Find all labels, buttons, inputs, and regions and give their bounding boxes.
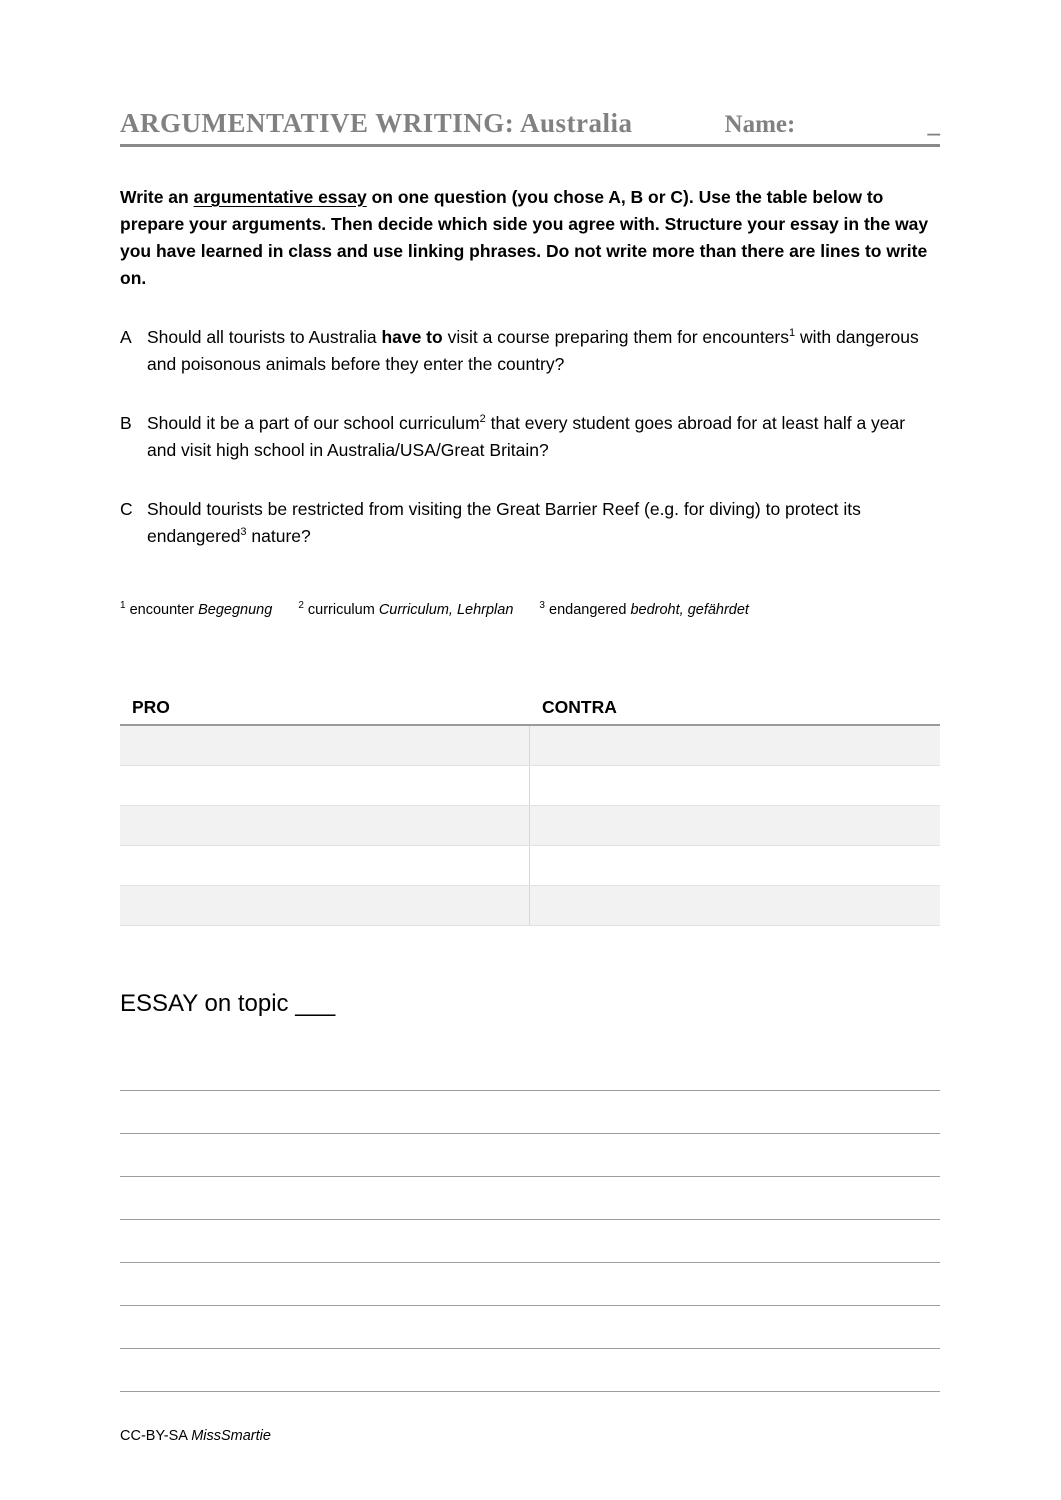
question-segment: that every student goes abroad for at least half a year and visit high school in Australia/USA/Great Britain? [147, 413, 906, 460]
footnote-term: encounter [129, 601, 195, 618]
contra-cell [530, 726, 940, 765]
table-row [120, 886, 940, 926]
footnote-number: 3 [539, 600, 545, 611]
footnote-term: curriculum [307, 601, 375, 618]
pro-cell [120, 886, 530, 925]
name-label: Name: [724, 111, 796, 138]
table-row [120, 726, 940, 766]
question-segment: Should all tourists to Australia [147, 327, 382, 347]
document-title-row [120, 108, 940, 147]
footnote-number: 1 [120, 600, 126, 611]
license-label: CC-BY-SA [120, 1428, 188, 1444]
footnote-item [298, 602, 513, 618]
footnote-translation: bedroht, gefährdet [630, 601, 749, 618]
instructions-segment: Write an [120, 187, 194, 207]
question-list [120, 324, 940, 550]
table-row [120, 846, 940, 886]
question-segment: Should it be a part of our school curriculum [147, 413, 480, 433]
question-segment: nature? [246, 526, 311, 546]
writing-line [120, 1349, 940, 1392]
contra-cell [530, 886, 940, 925]
pro-contra-table [120, 694, 940, 926]
question-text [147, 324, 940, 378]
footnote-item [120, 602, 272, 618]
question-text [147, 496, 940, 550]
writing-line [120, 1220, 940, 1263]
pro-contra-table-body [120, 726, 940, 926]
contra-cell [530, 846, 940, 885]
instructions-segment: on one question (you chose A, B or C). Use the table below to prepare your arguments. Then decide which side you agree with. Structure your essay in the way you have learned in class and use linking phrases. Do not write more than there are lines to write on. [120, 187, 929, 288]
question-label: A [120, 327, 132, 347]
pro-cell [120, 726, 530, 765]
footnote-number: 2 [298, 600, 304, 611]
question-c [120, 496, 940, 550]
pro-column-header: PRO [132, 696, 170, 717]
question-segment: with dangerous and poisonous animals before they enter the country? [147, 327, 919, 374]
pro-cell [120, 766, 530, 805]
question-b [120, 410, 940, 464]
instructions-paragraph [120, 184, 940, 292]
contra-cell [530, 806, 940, 845]
contra-column-header: CONTRA [542, 696, 617, 717]
footnote-translation: Begegnung [198, 601, 273, 618]
footnote-marker: 3 [240, 526, 247, 539]
license-footer [120, 1428, 271, 1444]
page-title: ARGUMENTATIVE WRITING: Australia [120, 108, 633, 138]
question-text [147, 410, 940, 464]
pro-cell [120, 806, 530, 845]
writing-line [120, 1048, 940, 1091]
contra-cell [530, 766, 940, 805]
footnote-item [539, 602, 749, 618]
name-blank: _ [927, 111, 940, 138]
footnote-marker: 1 [789, 327, 796, 340]
essay-writing-lines [120, 1048, 940, 1392]
question-a [120, 324, 940, 378]
question-segment: Should tourists be restricted from visiting the Great Barrier Reef (e.g. for diving) to protect its endangered [147, 499, 861, 546]
writing-line [120, 1134, 940, 1177]
table-header-row [120, 694, 940, 726]
footnote-translation: Curriculum, Lehrplan [378, 601, 514, 618]
table-row [120, 766, 940, 806]
question-segment: visit a course preparing them for encounters [442, 327, 790, 347]
author-name: MissSmartie [191, 1428, 271, 1444]
writing-line [120, 1177, 940, 1220]
writing-line [120, 1263, 940, 1306]
essay-heading: ESSAY on topic ___ [120, 989, 336, 1017]
footnote-list [120, 596, 940, 620]
footnote-marker: 2 [479, 413, 486, 426]
question-label: B [120, 413, 132, 433]
footnote-term: endangered [549, 601, 627, 618]
question-label: C [120, 499, 133, 519]
instructions-underlined-segment: argumentative essay [193, 187, 367, 207]
pro-cell [120, 846, 530, 885]
question-bold-segment: have to [381, 327, 443, 347]
writing-line [120, 1091, 940, 1134]
writing-line [120, 1306, 940, 1349]
table-row [120, 806, 940, 846]
